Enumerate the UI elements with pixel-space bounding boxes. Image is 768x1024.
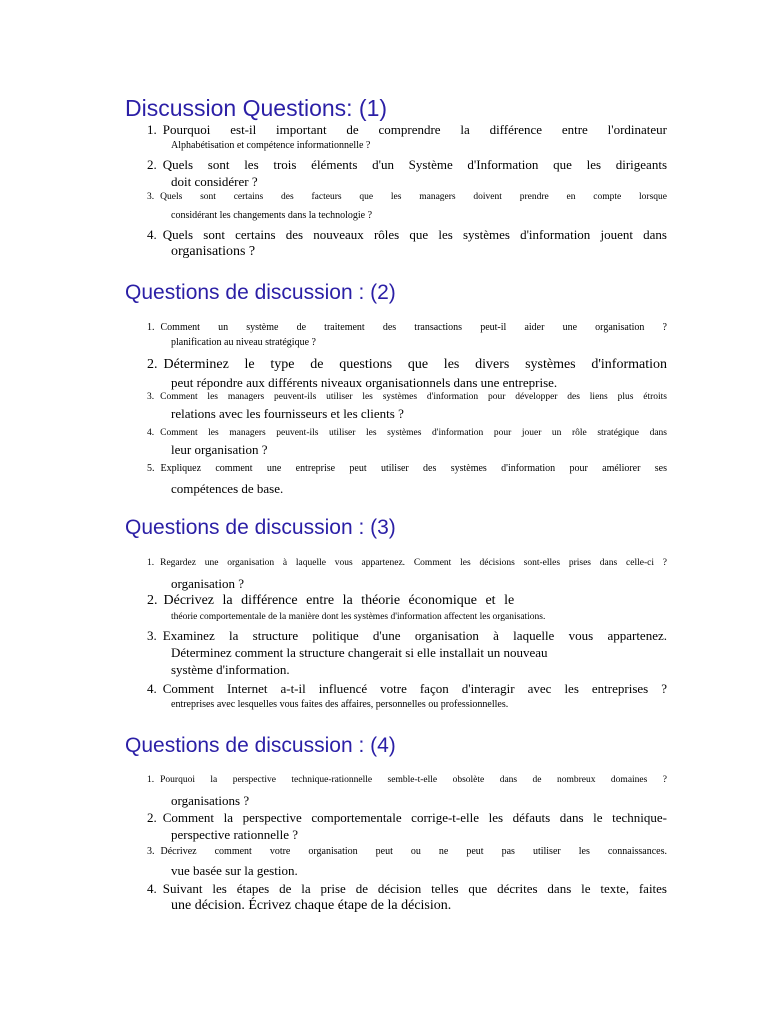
question-text: Décrivez la différence entre la théorie économique et le: [163, 593, 515, 608]
question-1-2: [147, 156, 667, 190]
question-continuation: vue basée sur la gestion.: [171, 863, 298, 878]
question-number: 1.: [147, 322, 155, 333]
question-3-1: [147, 556, 667, 592]
question-1-1: [147, 121, 667, 153]
question-2-4: [147, 426, 667, 458]
question-3-4: [147, 680, 667, 712]
question-text: Expliquez comment une entreprise peut utiliser des systèmes d'information pour améliorer ses: [160, 463, 667, 474]
question-continuation: système d'information.: [171, 662, 290, 677]
question-continuation: organisation ?: [171, 576, 245, 591]
question-number: 4.: [147, 681, 157, 696]
question-text: Comment la perspective comportementale corrige-t-elle les défauts dans le technique-: [162, 810, 667, 825]
question-text: Comment les managers peuvent-ils utiliser les systèmes d'information pour jouer un rôle stratégique dans: [160, 428, 667, 438]
question-text: Comment Internet a-t-il influencé votre façon d'interagir avec les entreprises ?: [162, 681, 667, 696]
question-number: 2.: [147, 357, 158, 372]
question-continuation: perspective rationnelle ?: [171, 827, 299, 842]
question-number: 5.: [147, 463, 155, 474]
question-continuation: organisations ?: [171, 244, 256, 259]
question-continuation: relations avec les fournisseurs et les clients ?: [171, 406, 404, 421]
question-text: Examinez la structure politique d'une organisation à laquelle vous appartenez.: [162, 628, 667, 643]
question-text: Comment un système de traitement des transactions peut-il aider une organisation ?: [160, 322, 667, 333]
section-title-1: Discussion Questions: (1): [125, 95, 388, 121]
question-continuation: organisations ?: [171, 793, 250, 808]
question-continuation: planification au niveau stratégique ?: [171, 337, 316, 348]
question-number: 2.: [147, 810, 157, 825]
question-2-5: [147, 461, 667, 497]
question-text: Quels sont certains des facteurs que les managers doivent prendre en compte lorsque: [160, 192, 667, 202]
question-text: Quels sont les trois éléments d'un Système d'Information que les dirigeants: [162, 157, 667, 172]
question-text: Décrivez comment votre organisation peut ou ne peut pas utiliser les connaissances.: [160, 846, 667, 857]
question-number: 3.: [147, 846, 155, 857]
section-title-4: Questions de discussion : (4): [125, 734, 396, 757]
question-number: 4.: [147, 881, 157, 896]
question-text: Pourquoi la perspective technique-rationnelle semble-t-elle obsolète dans de nombreux domaines ?: [160, 775, 667, 785]
question-4-1: [147, 773, 667, 809]
question-number: 3.: [147, 628, 157, 643]
question-number: 4.: [147, 227, 157, 242]
section-title-3: Questions de discussion : (3): [125, 516, 396, 539]
question-1-4: [147, 226, 667, 261]
question-continuation: compétences de base.: [171, 481, 284, 496]
question-continuation: leur organisation ?: [171, 442, 268, 457]
question-number: 3.: [147, 392, 155, 402]
question-3-2: [147, 592, 667, 625]
section-title-2: Questions de discussion : (2): [125, 281, 396, 304]
question-number: 2.: [147, 593, 158, 608]
question-continuation: théorie comportementale de la manière dont les systèmes d'information affectent les organisations.: [171, 612, 546, 622]
question-continuation: Alphabétisation et compétence informationnelle ?: [171, 140, 371, 151]
question-4-3: [147, 844, 667, 879]
question-continuation: considérant les changements dans la technologie ?: [171, 210, 373, 221]
question-number: 2.: [147, 157, 157, 172]
question-text: Comment les managers peuvent-ils utiliser les systèmes d'information pour développer des liens plus étroits: [160, 392, 667, 402]
question-4-4: [147, 880, 667, 915]
question-number: 1.: [147, 775, 155, 785]
question-text: Pourquoi est-il important de comprendre la différence entre l'ordinateur: [162, 122, 667, 137]
question-text: Regardez une organisation à laquelle vous appartenez. Comment les décisions sont-elles prises dans celle-ci ?: [160, 558, 667, 568]
question-continuation: peut répondre aux différents niveaux organisationnels dans une entreprise.: [171, 375, 558, 390]
question-text: Suivant les étapes de la prise de décision telles que décrites dans le texte, faites: [162, 881, 667, 896]
question-2-1: [147, 320, 667, 350]
question-2-3: [147, 390, 667, 422]
question-text: Quels sont certains des nouveaux rôles que les systèmes d'information jouent dans: [162, 227, 667, 242]
question-continuation: entreprises avec lesquelles vous faites des affaires, personnelles ou professionnelles.: [171, 699, 509, 710]
question-number: 1.: [147, 122, 157, 137]
question-number: 3.: [147, 192, 155, 202]
question-continuation: une décision. Écrivez chaque étape de la décision.: [171, 898, 452, 913]
question-number: 1.: [147, 558, 155, 568]
question-number: 4.: [147, 428, 155, 438]
question-3-3: [147, 627, 667, 678]
question-continuation: Déterminez comment la structure changerait si elle installait un nouveau: [171, 645, 548, 660]
question-2-2: [147, 356, 667, 391]
question-text: Déterminez le type de questions que les divers systèmes d'information: [163, 357, 667, 372]
question-continuation: doit considérer ?: [171, 174, 258, 189]
question-1-3: [147, 190, 667, 223]
question-4-2: [147, 809, 667, 843]
